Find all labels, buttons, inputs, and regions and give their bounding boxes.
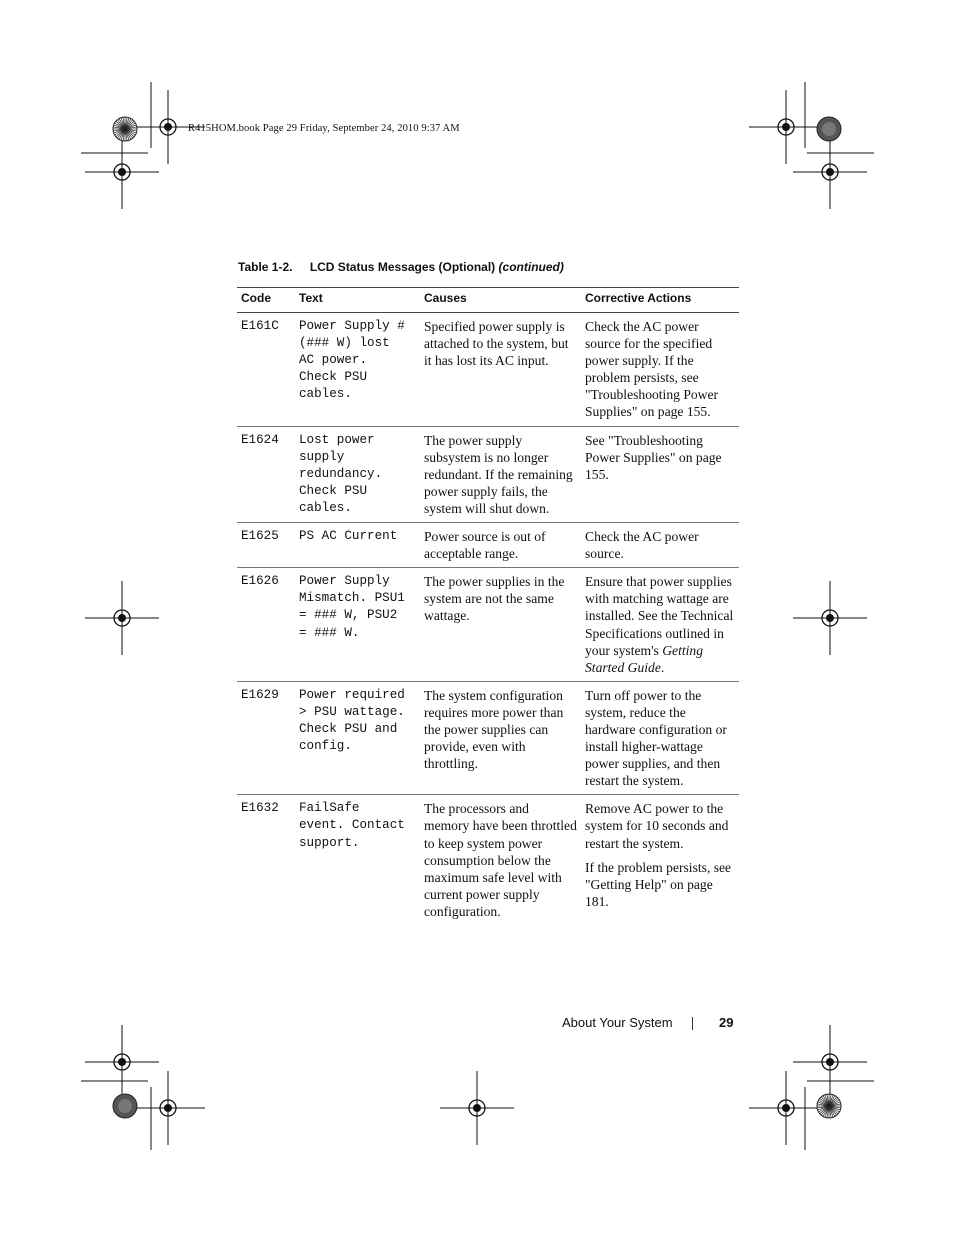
- header-text: Text: [295, 288, 420, 313]
- row-text: Lost power supply redundancy. Check PSU cables.: [295, 426, 420, 522]
- action-paragraph: Check the AC power source for the specified power supply. If the problem persists, see "Troubleshooting Power Supplies" on page 155.: [585, 319, 719, 420]
- table-continued: (continued): [498, 260, 564, 274]
- book-slug: R415HOM.book Page 29 Friday, September 24, 2010 9:37 AM: [188, 123, 460, 134]
- registration-target-dot: [473, 1104, 481, 1112]
- registration-target-dot: [826, 168, 834, 176]
- row-actions: [581, 426, 739, 522]
- table-row: [237, 523, 739, 568]
- row-causes: The power supply subsystem is no longer redundant. If the remaining power supply fails, the system will shut down.: [420, 426, 581, 522]
- action-text: Ensure that power supplies with matching wattage are installed. See the Technical Specifications outlined in your system's: [585, 574, 734, 658]
- action-paragraph: Remove AC power to the system for 10 seconds and restart the system.: [585, 801, 729, 851]
- registration-target-dot: [118, 1058, 126, 1066]
- row-text: Power Supply # (### W) lost AC power. Check PSU cables.: [295, 313, 420, 427]
- page-footer: [562, 1015, 734, 1030]
- row-code: E1625: [237, 523, 295, 568]
- row-causes: The power supplies in the system are not the same wattage.: [420, 568, 581, 682]
- footer-separator: [692, 1017, 693, 1030]
- table-name: LCD Status Messages (Optional): [309, 260, 496, 274]
- row-code: E1629: [237, 681, 295, 795]
- table-row: [237, 426, 739, 522]
- registration-target-dot: [782, 123, 790, 131]
- row-actions: [581, 523, 739, 568]
- row-text: PS AC Current: [295, 523, 420, 568]
- table-number: Table 1-2.: [238, 260, 293, 274]
- row-causes: The system configuration requires more power than the power supplies can provide, even with throttling.: [420, 681, 581, 795]
- row-actions: [581, 681, 739, 795]
- registration-target-dot: [164, 1104, 172, 1112]
- header-causes: Causes: [420, 288, 581, 313]
- table-row: [237, 795, 739, 925]
- lcd-status-table: [237, 287, 739, 925]
- action-paragraph: [585, 573, 735, 676]
- row-actions: [581, 313, 739, 427]
- action-paragraph: Turn off power to the system, reduce the hardware configuration or install higher-wattage power supplies, and then restart the system.: [585, 687, 727, 789]
- registration-target-dot: [164, 123, 172, 131]
- row-code: E1626: [237, 568, 295, 682]
- row-causes: Specified power supply is attached to the system, but it has lost its AC input.: [420, 313, 581, 427]
- registration-target-dot: [826, 1058, 834, 1066]
- row-causes: The processors and memory have been throttled to keep system power consumption below the maximum safe level with current power supply configuration.: [424, 801, 577, 919]
- table-title: [238, 260, 564, 274]
- registration-target-dot: [782, 1104, 790, 1112]
- registration-target-dot: [118, 614, 126, 622]
- table-row: [237, 313, 739, 427]
- action-paragraph: Check the AC power source.: [585, 529, 699, 562]
- header-corrective-actions: Corrective Actions: [581, 288, 739, 313]
- row-actions: [581, 568, 739, 682]
- page-number: 29: [719, 1015, 734, 1030]
- row-code: E1632: [241, 801, 279, 816]
- row-causes: Power source is out of acceptable range.: [420, 523, 581, 568]
- guide-title: Getting Started Guide: [585, 642, 704, 675]
- action-tail: .: [660, 659, 665, 675]
- row-code: E1624: [237, 426, 295, 522]
- table-row: [237, 681, 739, 795]
- action-paragraph: If the problem persists, see "Getting Help" on page 181.: [585, 859, 732, 909]
- row-code: E161C: [237, 313, 295, 427]
- row-text: Power required > PSU wattage. Check PSU and config.: [295, 681, 420, 795]
- row-text: FailSafe event. Contact support.: [299, 801, 405, 850]
- table-header-row: [237, 288, 739, 313]
- row-actions: [581, 795, 739, 925]
- registration-target-dot: [118, 168, 126, 176]
- action-paragraph: See "Troubleshooting Power Supplies" on page 155.: [585, 432, 722, 482]
- row-text: Power Supply Mismatch. PSU1 = ### W, PSU2 = ### W.: [295, 568, 420, 682]
- footer-section-title: About Your System: [562, 1015, 673, 1030]
- header-code: Code: [237, 288, 295, 313]
- registration-target-dot: [826, 614, 834, 622]
- table-row: [237, 568, 739, 682]
